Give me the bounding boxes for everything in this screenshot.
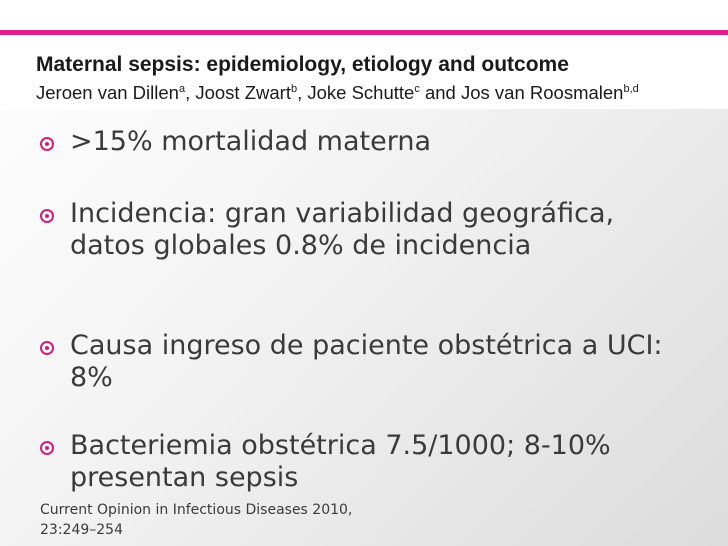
author-separator: and [419, 82, 461, 103]
citation-line: Current Opinion in Infectious Diseases 2010, [40, 502, 353, 518]
bullet-circle-icon [40, 137, 54, 151]
bullet-circle-icon [40, 441, 54, 455]
top-bar [0, 0, 728, 30]
author-affiliation: a [178, 82, 186, 95]
author-separator: , [297, 82, 308, 103]
bullet-text: Causa ingreso de paciente obstétrica a UCI: 8% [70, 330, 663, 393]
bullet-text: >15% mortalidad materna [70, 126, 432, 157]
authors-line [36, 82, 639, 104]
author-affiliation: b,d [623, 82, 639, 95]
author-affiliation: c [414, 82, 420, 95]
author-name: Joke Schutte [307, 82, 415, 103]
author-name: Jos van Roosmalen [460, 82, 624, 103]
author-name: Joost Zwart [195, 82, 291, 103]
author-name: Jeroen van Dillen [36, 82, 179, 103]
bullet-circle-icon [40, 209, 54, 223]
author-separator: , [185, 82, 196, 103]
citation [40, 500, 460, 540]
bullet-text: Bacteriemia obstétrica 7.5/1000; 8-10% presentan sepsis [70, 430, 611, 493]
author-affiliation: b [290, 82, 298, 95]
bullet-text: Incidencia: gran variabilidad geográfica, datos globales 0.8% de incidencia [70, 198, 615, 261]
citation-line: 23:249–254 [40, 522, 123, 538]
paper-title: Maternal sepsis: epidemiology, etiology and outcome [36, 53, 569, 76]
bullet-circle-icon [40, 341, 54, 355]
